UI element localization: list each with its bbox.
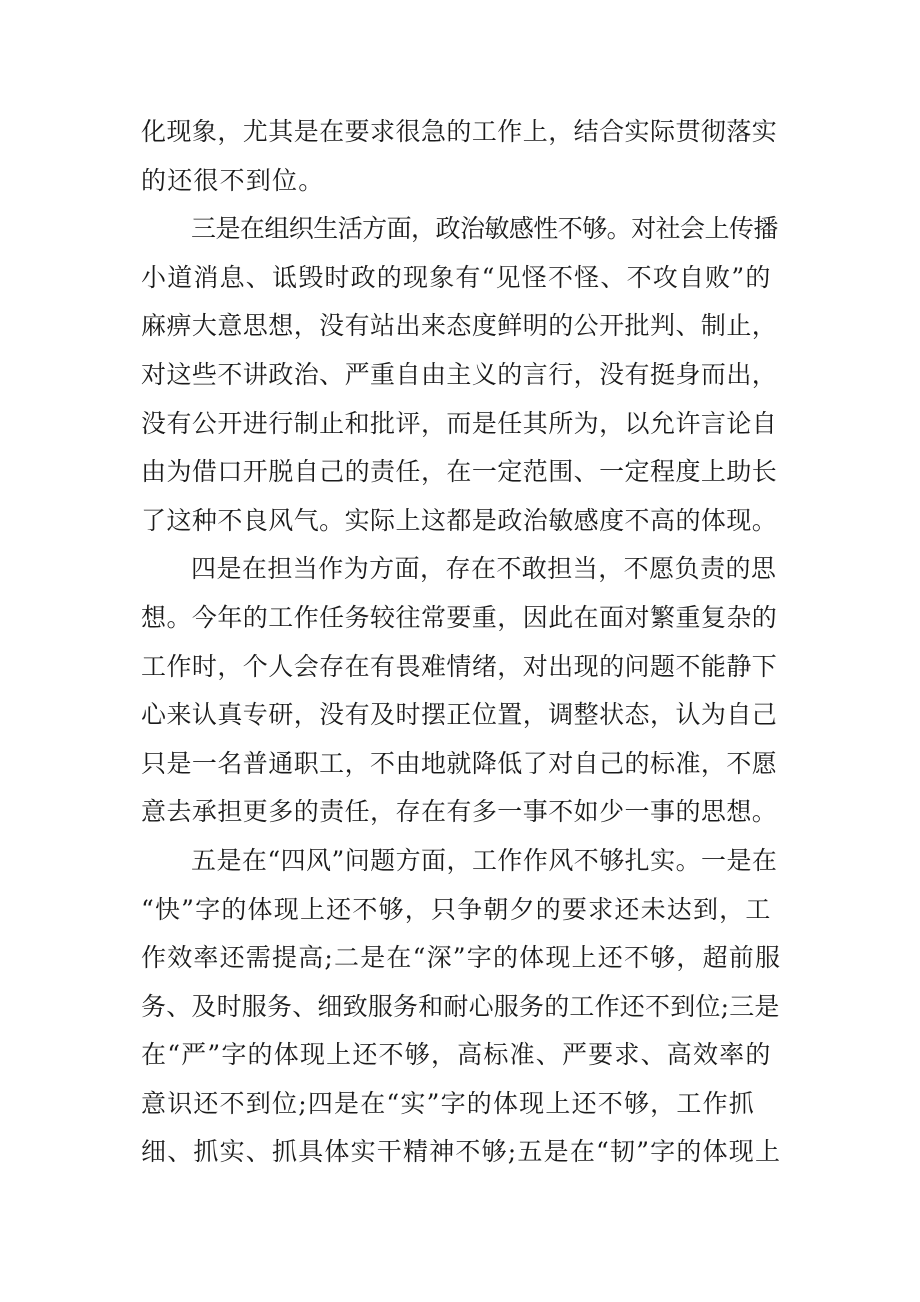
- text-line: 在“严”字的体现上还不够，高标准、严要求、高效率的: [141, 1040, 772, 1070]
- text-line: 没有公开进行制止和批评，而是任其所为，以允许言论自: [141, 408, 778, 438]
- text-line: 小道消息、诋毁时政的现象有“见怪不怪、不攻自败”的: [141, 262, 772, 292]
- text-line: 化现象，尤其是在要求很急的工作上，结合实际贯彻落实: [141, 117, 778, 146]
- text-line: 的还很不到位。: [141, 165, 325, 195]
- text-line: 心来认真专研，没有及时摆正位置，调整状态，认为自己: [141, 700, 778, 730]
- text-line: 麻痹大意思想，没有站出来态度鲜明的公开批判、制止，: [141, 311, 778, 341]
- text-line: “快”字的体现上还不够，只争朝夕的要求还未达到，工: [141, 894, 772, 924]
- text-line: 由为借口开脱自己的责任，在一定范围、一定程度上助长: [141, 457, 778, 487]
- text-line: 只是一名普通职工，不由地就降低了对自己的标准，不愿: [141, 748, 778, 778]
- text-line: 五是在“四风”问题方面，工作作风不够扎实。一是在: [191, 845, 778, 875]
- document-body: [141, 108, 781, 1177]
- text-line: 意去承担更多的责任，存在有多一事不如少一事的思想。: [141, 797, 778, 827]
- text-line: 四是在担当作为方面，存在不敢担当，不愿负责的思: [191, 554, 777, 584]
- text-line: 对这些不讲政治、严重自由主义的言行，没有挺身而出，: [141, 359, 778, 389]
- text-line: 工作时，个人会存在有畏难情绪，对出现的问题不能静下: [141, 651, 778, 681]
- text-line: 三是在组织生活方面，政治敏感性不够。对社会上传播: [191, 214, 778, 244]
- text-line: 务、及时服务、细致服务和耐心服务的工作还不到位;三是: [141, 991, 780, 1021]
- text-line: 想。今年的工作任务较往常要重，因此在面对繁重复杂的: [141, 602, 778, 632]
- text-line: 作效率还需提高;二是在“深”字的体现上还不够，超前服: [141, 943, 782, 973]
- text-line: 了这种不良风气。实际上这都是政治敏感度不高的体现。: [141, 505, 778, 535]
- text-line: 细、抓实、抓具体实干精神不够;五是在“韧”字的体现上: [141, 1137, 782, 1167]
- text-line: 意识还不到位;四是在“实”字的体现上还不够，工作抓: [141, 1088, 755, 1118]
